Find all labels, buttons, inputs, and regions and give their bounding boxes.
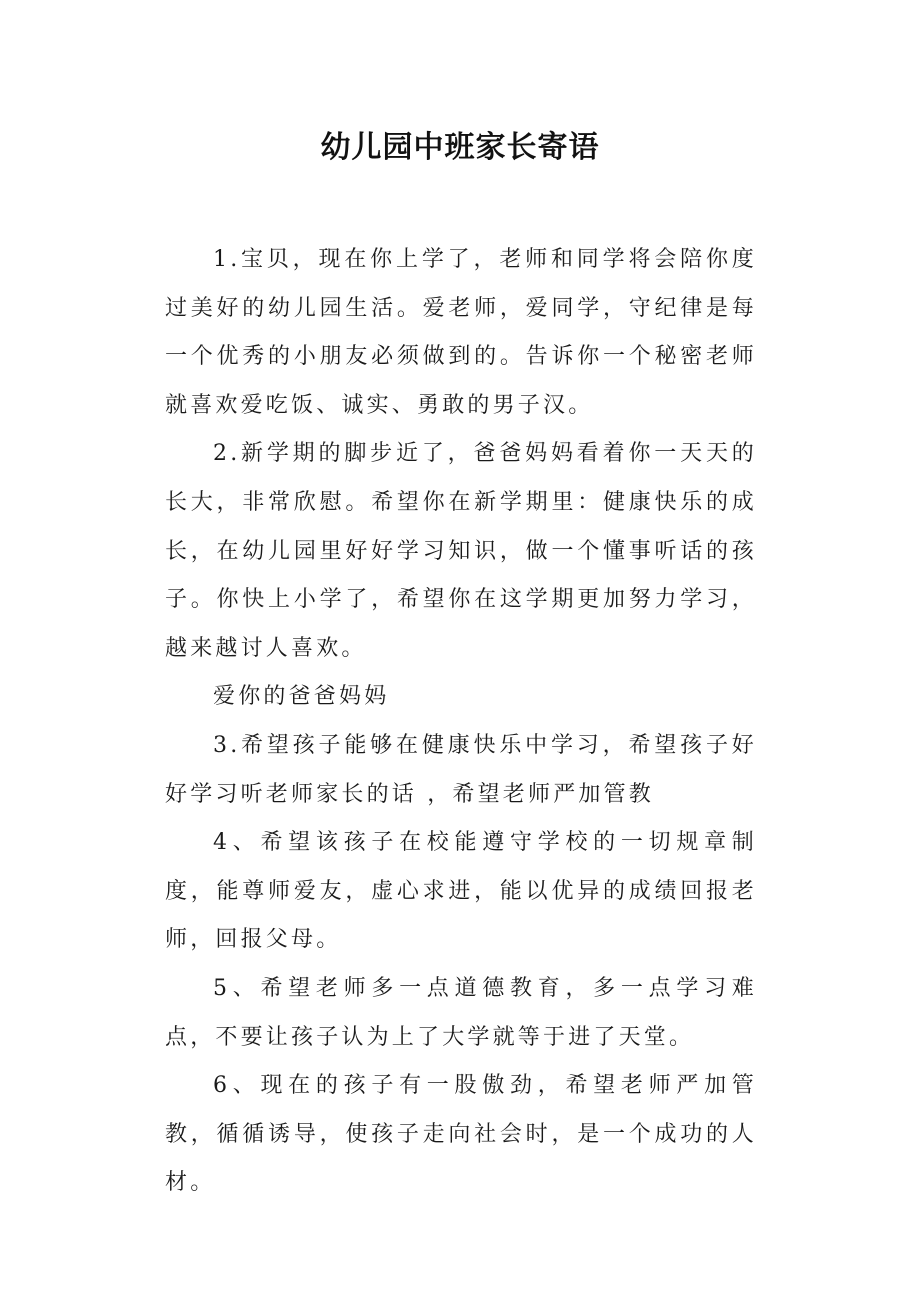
document-body — [165, 236, 757, 1208]
paragraph-1: 1.宝贝，现在你上学了，老师和同学将会陪你度过美好的幼儿园生活。爱老师，爱同学，守纪律是每一个优秀的小朋友必须做到的。告诉你一个秘密老师就喜欢爱吃饭、诚实、勇敢的男子汉。 — [165, 247, 757, 418]
paragraph-2: 2.新学期的脚步近了，爸爸妈妈看着你一天天的长大，非常欣慰。希望你在新学期里：健康快乐的成长，在幼儿园里好好学习知识，做一个懂事听话的孩子。你快上小学了，希望你在这学期更加努力学习，越来越讨人喜欢。 — [165, 441, 757, 661]
paragraph-5: 5、希望老师多一点道德教育，多一点学习难点，不要让孩子认为上了大学就等于进了天堂。 — [165, 975, 757, 1050]
paragraph-6: 6、现在的孩子有一股傲劲，希望老师严加管教，循循诱导，使孩子走向社会时，是一个成功的人材。 — [165, 1073, 757, 1196]
paragraph-4: 4、希望该孩子在校能遵守学校的一切规章制度，能尊师爱友，虚心求进，能以优异的成绩回报老师，回报父母。 — [165, 830, 757, 953]
paragraph-signature: 爱你的爸爸妈妈 — [213, 684, 390, 710]
paragraph-3: 3.希望孩子能够在健康快乐中学习，希望孩子好好学习听老师家长的话 ，希望老师严加管教 — [165, 732, 757, 807]
document-title: 幼儿园中班家长寄语 — [320, 130, 600, 165]
